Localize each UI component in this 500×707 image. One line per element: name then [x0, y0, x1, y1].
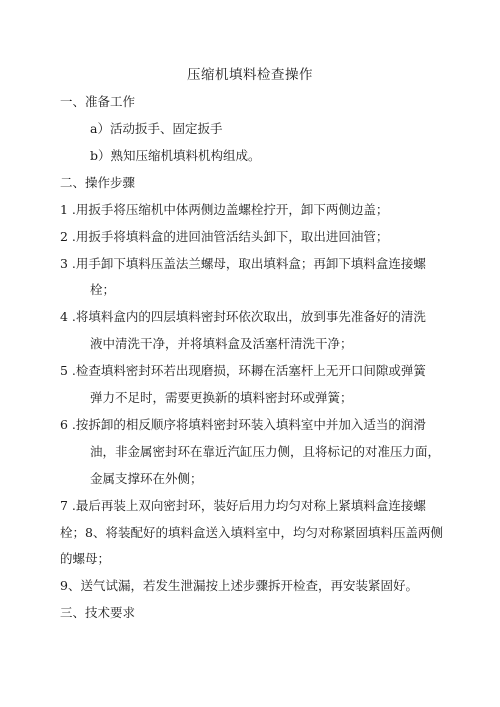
step-line: 4 .将填料盒内的四层填料密封环依次取出，放到事先准备好的清洗: [60, 309, 426, 324]
step-line: 油，非金属密封环在靠近汽缸压力侧，且将标记的对准压力面，: [90, 444, 441, 459]
prep-item: a）活动扳手、固定扳手: [90, 121, 223, 136]
step-line: 3 .用手卸下填料压盖法兰螺母，取出填料盒；再卸下填料盒连接螺: [60, 256, 426, 271]
step-line: 7 .最后再装上双向密封环，装好后用力均匀对称上紧填料盒连接螺: [60, 498, 426, 513]
prep-item: b）熟知压缩机填料机构组成。: [90, 148, 261, 163]
step-line: 液中清洗干净，并将填料盒及活塞杆清洗干净；: [90, 336, 353, 351]
step-line: 5 .检查填料密封环若出现磨损，环耨在活塞杆上无开口间隙或弹簧: [60, 363, 426, 378]
step-line: 6 .按拆卸的相反顺序将填料密封环装入填料室中并加入适当的润滑: [60, 417, 426, 432]
section-heading-steps: 二、操作步骤: [60, 175, 136, 190]
document-title: 压缩机填料检查操作: [187, 67, 313, 83]
step-line: 弹力不足时，需要更换新的填料密封环或弹簧；: [90, 390, 353, 405]
step-line: 1 .用扳手将压缩机中体两侧边盖螺栓拧开，卸下两侧边盖；: [60, 202, 389, 217]
step-line: 9、送气试漏，若发生泄漏按上述步骤拆开检查，再安装紧固好。: [60, 578, 418, 593]
section-heading-preparation: 一、准备工作: [60, 94, 136, 109]
step-line: 栓；: [90, 282, 116, 297]
step-line: 栓；8、将装配好的填料盒送入填料室中，均匀对称紧固填料压盖两侧: [60, 525, 443, 540]
section-heading-technical-requirements: 三、技术要求: [60, 605, 136, 620]
step-line: 2 .用扳手将填料盒的进回油管活结头卸下，取出进回油管；: [60, 229, 389, 244]
step-line: 金属支撑环在外侧；: [90, 471, 203, 486]
step-line: 的螺母；: [60, 551, 111, 566]
